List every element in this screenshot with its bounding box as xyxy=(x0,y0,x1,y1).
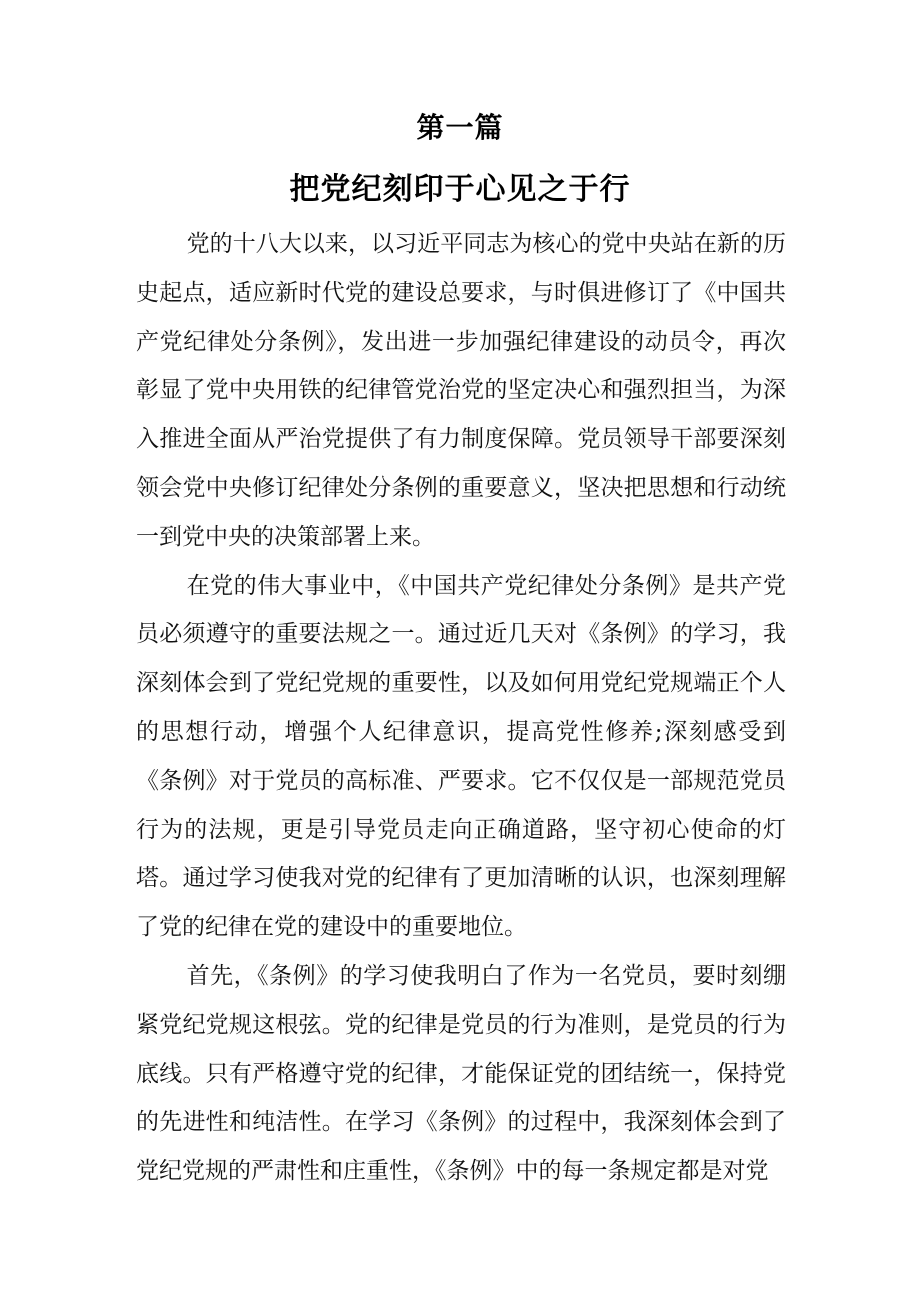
document-title: 把党纪刻印于心见之于行 xyxy=(289,172,631,207)
paragraph-1: 党的十八大以来，以习近平同志为核心的党中央站在新的历史起点，适应新时代党的建设总要求，与时俱进修订了《中国共产党纪律处分条例》，发出进一步加强纪律建设的动员令，再次彰显了党中央用铁的纪律管党治党的坚定决心和强烈担当，为深入推进全面从严治党提供了有力制度保障。党员领导干部要深刻领会党中央修订纪律处分条例的重要意义，坚决把思想和行动统一到党中央的决策部署上来。 xyxy=(136,231,786,550)
document-body xyxy=(136,220,786,1196)
paragraph-2: 在党的伟大事业中，《中国共产党纪律处分条例》是共产党员必须遵守的重要法规之一。通过近几天对《条例》的学习，我深刻体会到了党纪党规的重要性，以及如何用党纪党规端正个人的思想行动，增强个人纪律意识，提高党性修养;深刻感受到《条例》对于党员的高标准、严要求。它不仅仅是一部规范党员行为的法规，更是引导党员走向正确道路，坚守初心使命的灯塔。通过学习使我对党的纪律有了更加清晰的认识，也深刻理解了党的纪律在党的建设中的重要地位。 xyxy=(136,572,786,941)
paragraph-3: 首先，《条例》的学习使我明白了作为一名党员，要时刻绷紧党纪党规这根弦。党的纪律是党员的行为准则，是党员的行为底线。只有严格遵守党的纪律，才能保证党的团结统一，保持党的先进性和纯洁性。在学习《条例》的过程中，我深刻体会到了党纪党规的严肃性和庄重性，《条例》中的每一条规定都是对党 xyxy=(136,962,786,1185)
part-label: 第一篇 xyxy=(416,111,504,144)
